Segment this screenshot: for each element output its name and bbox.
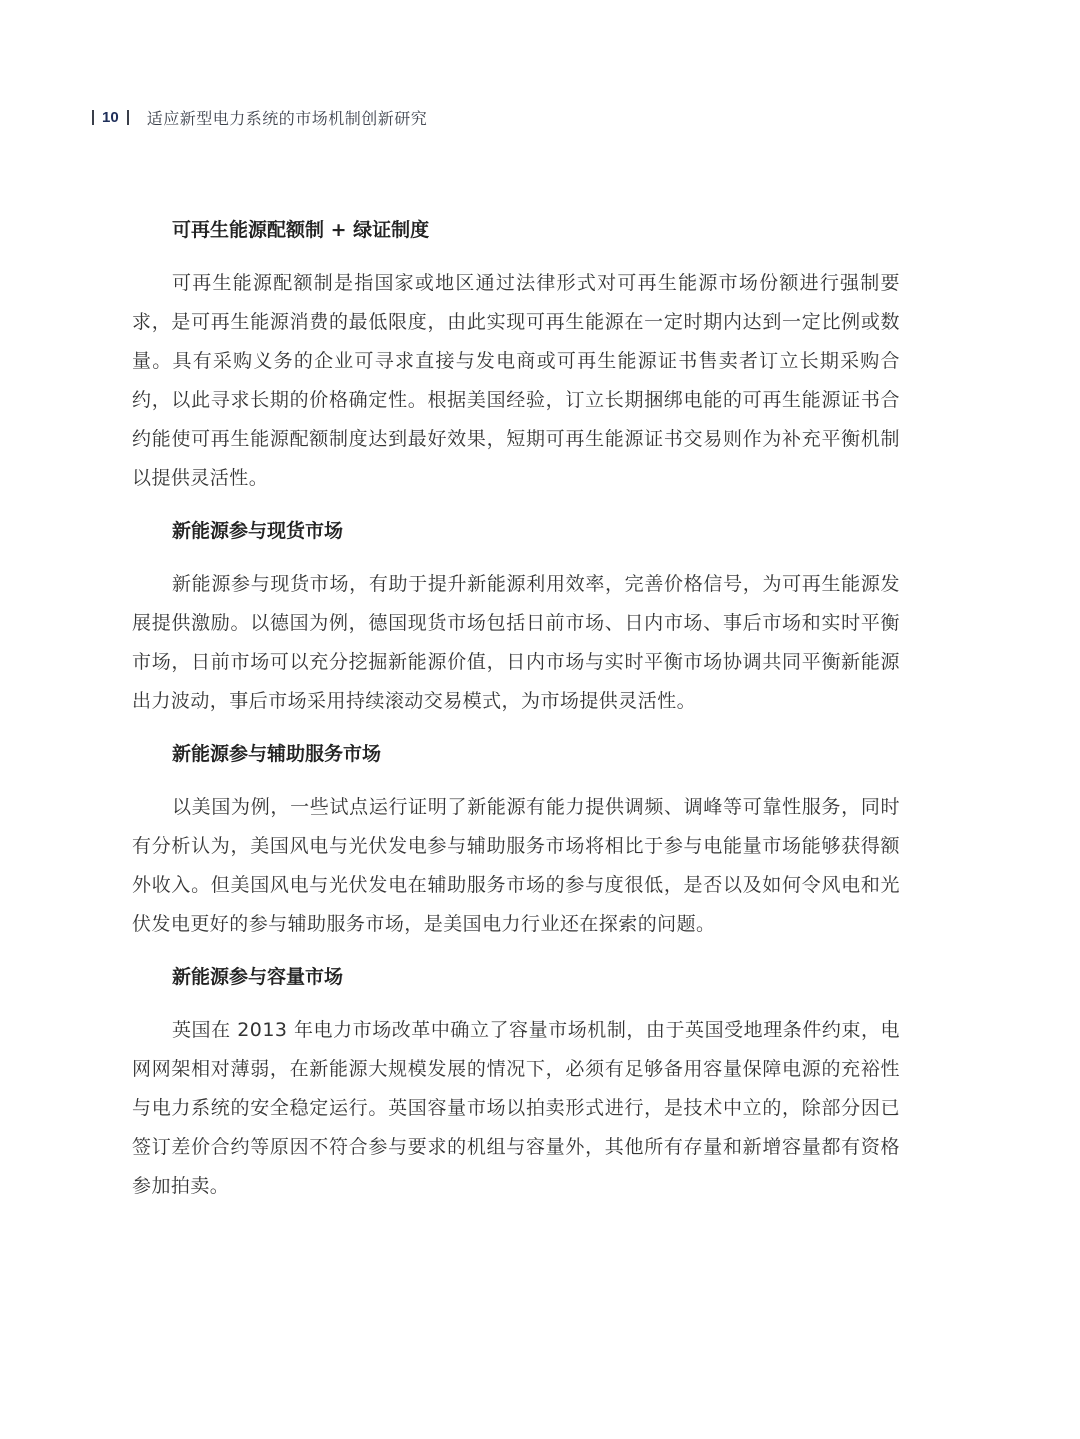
page-number: 10: [102, 108, 119, 126]
section-heading: 新能源参与辅助服务市场: [172, 743, 382, 765]
section-paragraph: 新能源参与现货市场，有助于提升新能源利用效率，完善价格信号，为可再生能源发展提供激励。以德国为例，德国现货市场包括日前市场、日内市场、事后市场和实时平衡市场，日前市场可以充分挖掘新能源价值，日内市场与实时平衡市场协调共同平衡新能源出力波动，事后市场采用持续滚动交易模式，为市场提供灵活性。: [132, 573, 900, 712]
header-divider-right: [127, 110, 129, 125]
header-divider-left: [92, 110, 94, 125]
section-heading: 新能源参与容量市场: [172, 966, 344, 988]
section-paragraph: 英国在 2013 年电力市场改革中确立了容量市场机制，由于英国受地理条件约束，电网网架相对薄弱，在新能源大规模发展的情况下，必须有足够备用容量保障电源的充裕性与电力系统的安全稳定运行。英国容量市场以拍卖形式进行，是技术中立的，除部分因已签订差价合约等原因不符合参与要求的机组与容量外，其他所有存量和新增容量都有资格参加拍卖。: [132, 1019, 900, 1197]
section-capacity-market: [132, 957, 900, 1206]
running-header: [92, 104, 427, 130]
section-spot-market: [132, 511, 900, 721]
section-paragraph: 可再生能源配额制是指国家或地区通过法律形式对可再生能源市场份额进行强制要求，是可再生能源消费的最低限度，由此实现可再生能源在一定时期内达到一定比例或数量。具有采购义务的企业可寻求直接与发电商或可再生能源证书售卖者订立长期采购合约，以此寻求长期的价格确定性。根据美国经验，订立长期捆绑电能的可再生能源证书合约能使可再生能源配额制度达到最好效果，短期可再生能源证书交易则作为补充平衡机制以提供灵活性。: [132, 272, 900, 489]
section-heading: 可再生能源配额制 + 绿证制度: [172, 219, 430, 241]
page-body: [132, 210, 900, 1219]
section-ancillary-market: [132, 734, 900, 944]
section-paragraph: 以美国为例，一些试点运行证明了新能源有能力提供调频、调峰等可靠性服务，同时有分析认为，美国风电与光伏发电参与辅助服务市场将相比于参与电能量市场能够获得额外收入。但美国风电与光伏发电在辅助服务市场的参与度很低，是否以及如何令风电和光伏发电更好的参与辅助服务市场，是美国电力行业还在探索的问题。: [132, 796, 900, 935]
section-renewable-quota: [132, 210, 900, 498]
book-title: 适应新型电力系统的市场机制创新研究: [146, 108, 428, 128]
section-heading: 新能源参与现货市场: [172, 520, 344, 542]
